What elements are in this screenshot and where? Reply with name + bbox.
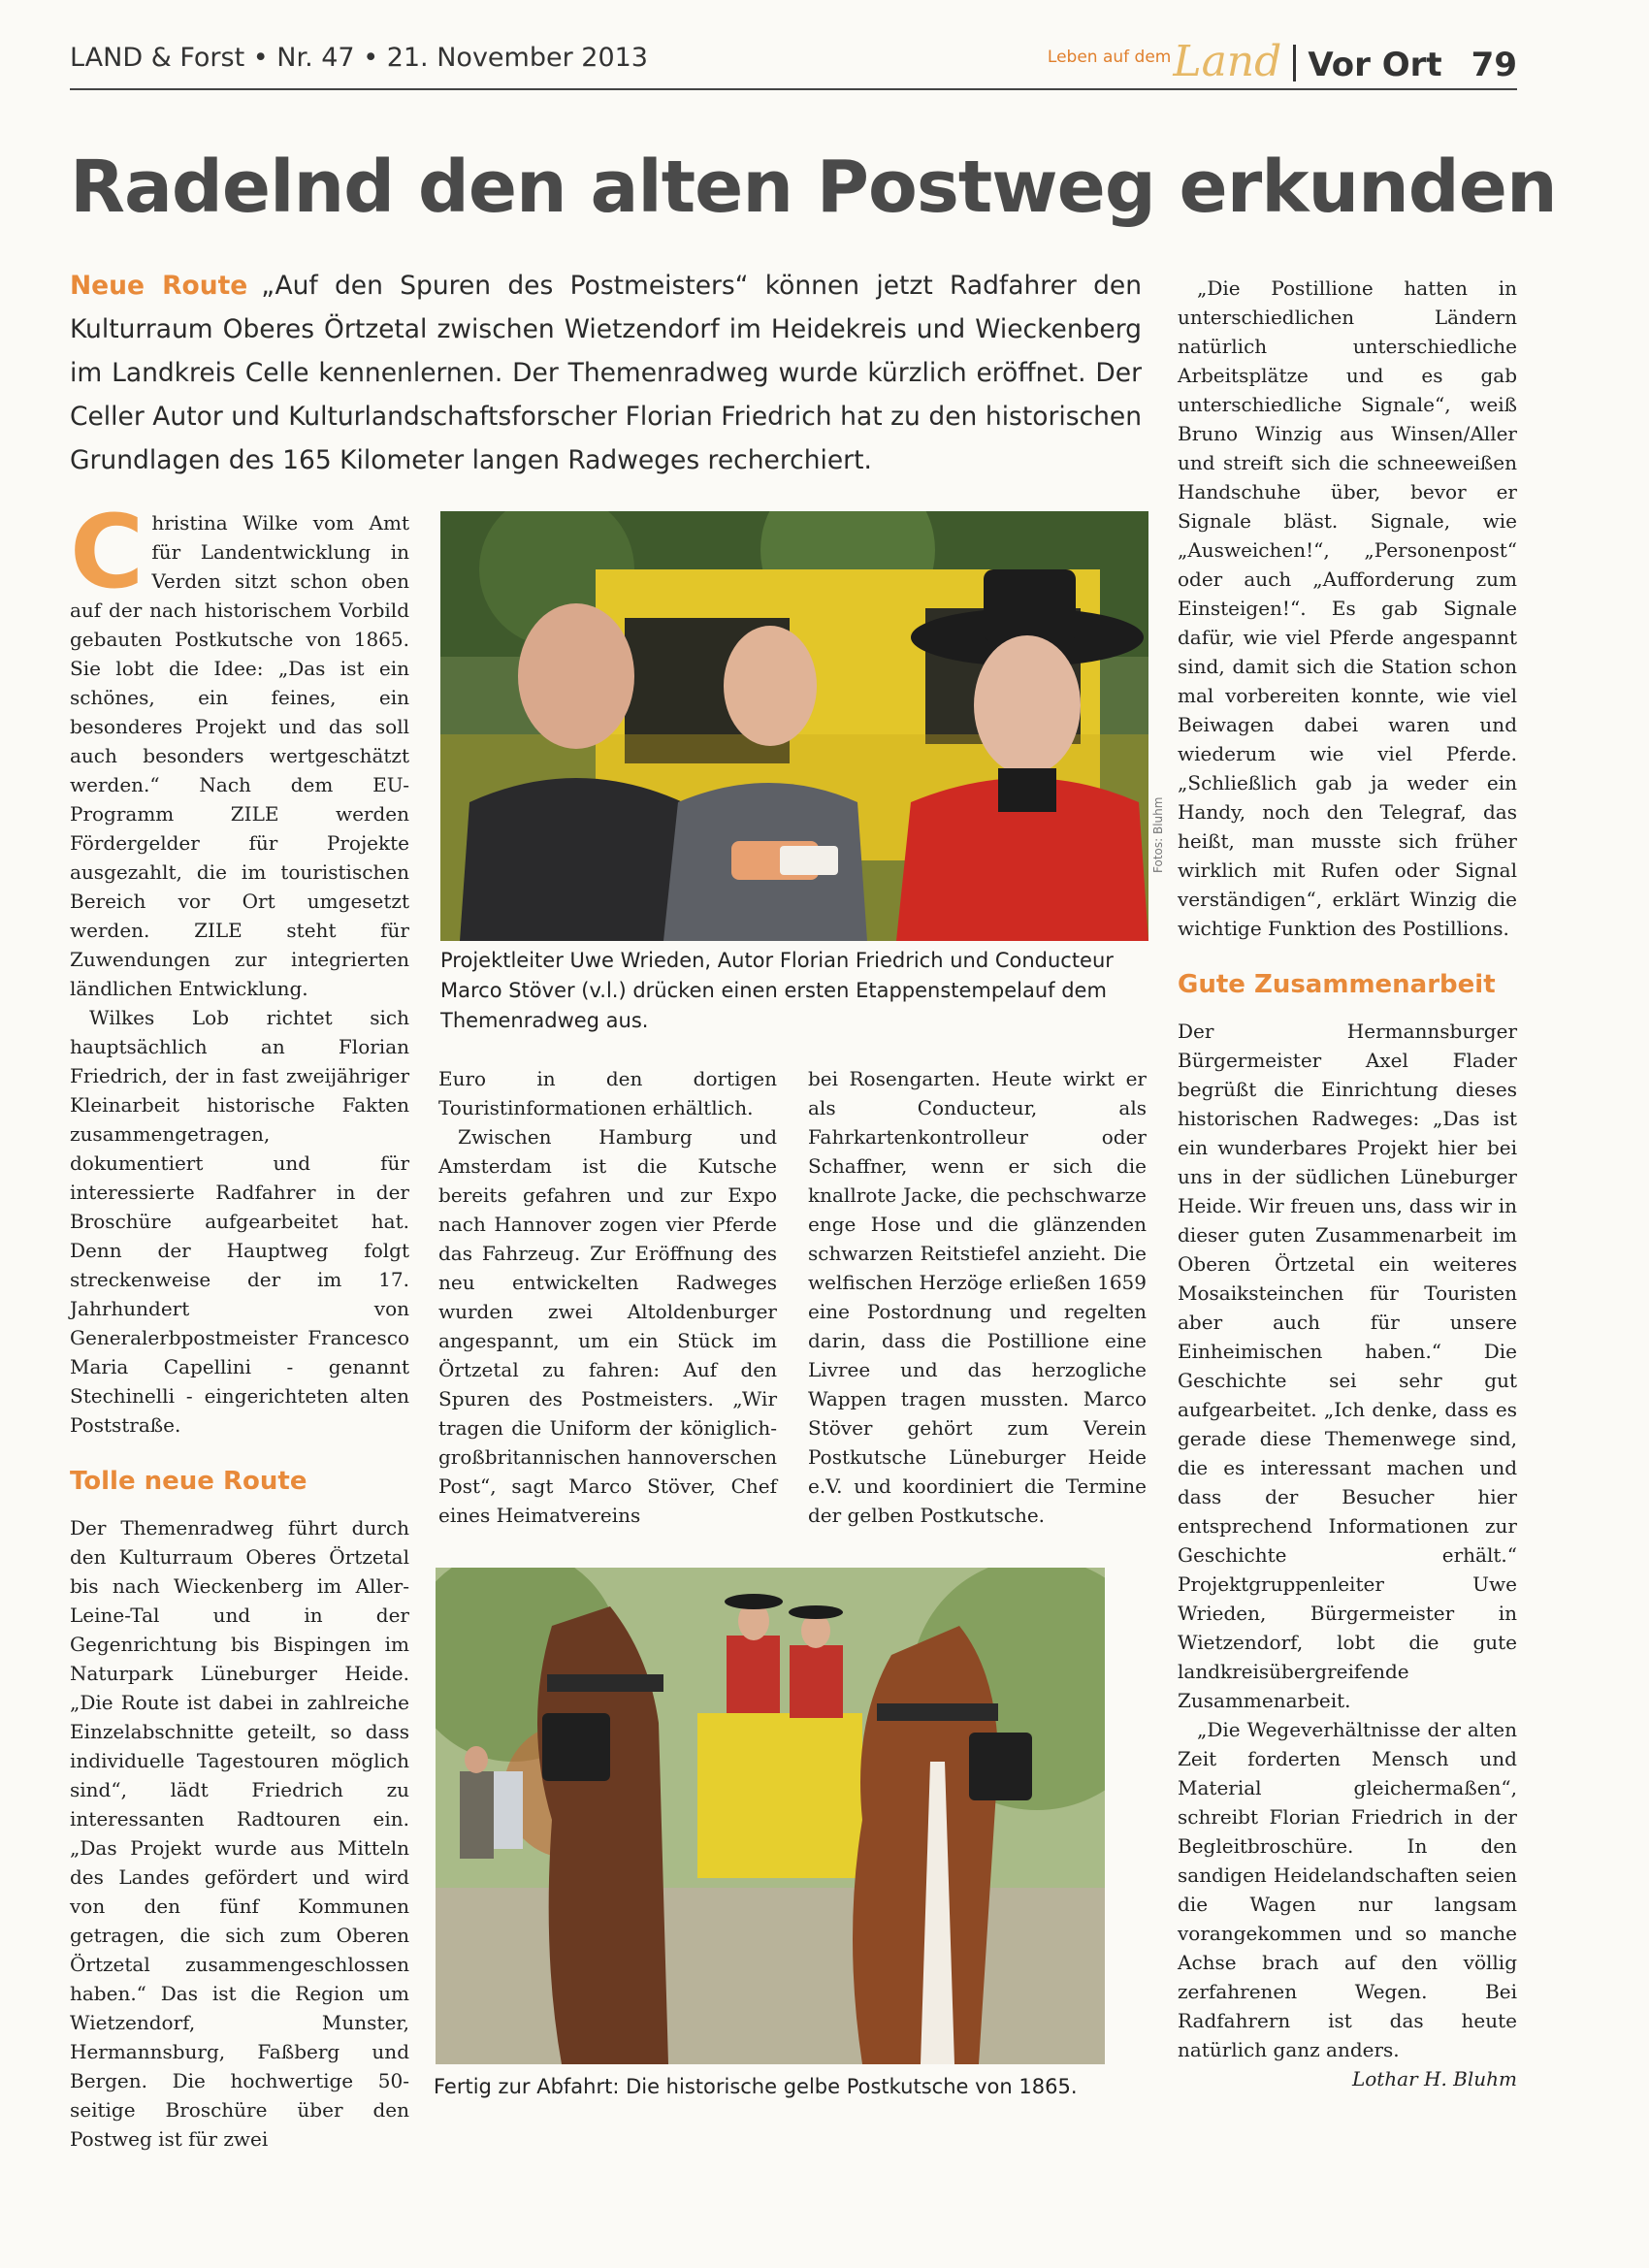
- col1-paragraph-3: Der Themenradweg führt durch den Kulturraum Oberes Örtzetal bis nach Wieckenberg im Aller-Leine-Tal und in der Gegenrichtung bis Bispingen im Naturpark Lüneburger Heide. „Die Route ist dabei in zahlreiche Einzelabschnitte geteilt, so dass individuelle Tagestouren möglich sind“, lädt Friedrich zu interessanten Radtouren ein. „Das Projekt wurde aus Mitteln des Landes gefördert und wird von den fünf Kommunen getragen, die sich zum Oberen Örtzetal zusammengeschlossen haben.“ Das ist die Region um Wietzendorf, Munster, Hermannsburg, Faßberg und Bergen. Die hochwertige 50-seitige Broschüre über den Postweg ist für zwei: [70, 1516, 409, 2151]
- col2-paragraph-1: Euro in den dortigen Touristinformationen erhältlich.: [438, 1067, 777, 1119]
- lead-text: „Auf den Spuren des Postmeisters“ können jetzt Radfahrer den Kulturraum Oberes Örtzetal zwischen Wietzendorf im Heidekreis und Wieckenberg im Landkreis Celle kennenlernen. Der Themenradweg wurde kürzlich eröffnet. Der Celler Autor und Kulturlandschaftsforscher Florian Friedrich hat zu den historischen Grundlagen des 165 Kilometer langen Radweges recherchiert.: [70, 271, 1142, 475]
- brand-script-logo: Land: [1173, 37, 1282, 86]
- column-4: [1178, 274, 1517, 2093]
- brand-small-text: Leben auf dem: [1047, 48, 1172, 67]
- column-2: [438, 1064, 777, 1530]
- column-3: [808, 1064, 1147, 1530]
- drop-cap: C: [70, 493, 145, 611]
- header-rule: [70, 88, 1517, 90]
- col2-paragraph-2: Zwischen Hamburg und Amsterdam ist die Kutsche bereits gefahren und zur Expo nach Hannover zogen vier Pferde das Fahrzeug. Zur Eröffnung des neu entwickelten Radweges wurden zwei Altoldenburger angespannt, um ein Stück im Örtzetal zu fahren: Auf den Spuren des Postmeisters. „Wir tragen die Uniform der königlich-großbritannischen hannoverschen Post“, sagt Marco Stöver, Chef eines Heimatvereins: [438, 1125, 777, 1527]
- photo1-caption: Projektleiter Uwe Wrieden, Autor Florian Friedrich und Conducteur Marco Stöver (v.l.) drücken einen ersten Etappenstempelauf dem Themenradweg aus.: [440, 949, 1114, 1032]
- photo-credit: Fotos: Bluhm: [1151, 796, 1165, 873]
- subhead-gute-zusammenarbeit: Gute Zusammenarbeit: [1178, 970, 1496, 999]
- section-name: Vor Ort: [1308, 46, 1442, 84]
- col4-paragraph-3: „Die Wegeverhältnisse der alten Zeit forderten Mensch und Material gleichermaßen“, schreibt Florian Friedrich in der Begleitbroschüre. In den sandigen Heidelandschaften seien die Wagen nur langsam vorangekommen und so manche Achse brach auf den völlig zerfahrenen Wegen. Bei Radfahrern ist das heute natürlich ganz anders.: [1178, 1718, 1517, 2061]
- page-number: 79: [1471, 46, 1517, 84]
- header-divider: [1293, 45, 1296, 81]
- lead-paragraph: [70, 264, 1142, 482]
- col1-paragraph-2: Wilkes Lob richtet sich hauptsächlich an Florian Friedrich, der in fast zweijähriger Kleinarbeit historische Fakten zusammengetragen, dokumentiert und für interessierte Radfahrer in der Broschüre aufgearbeitet hat. Denn der Hauptweg folgt streckenweise der im 17. Jahrhundert von Generalerbpostmeister Francesco Maria Capellini - genannt Stechinelli - eingerichteten alten Poststraße.: [70, 1006, 409, 1437]
- photo-three-men-with-stamp: [440, 511, 1148, 941]
- column-1: [70, 493, 409, 2154]
- col1-paragraph-1: hristina Wilke vom Amt für Landentwicklung in Verden sitzt schon oben auf der nach historischem Vorbild gebauten Postkutsche von 1865. Sie lobt die Idee: „Das ist ein schönes, ein feines, ein besonderes Projekt und das soll auch besonders wertgeschätzt werden.“ Nach dem EU-Programm ZILE werden Fördergelder für Projekte ausgezahlt, die im touristischen Bereich vor Ort umgesetzt werden. ZILE steht für Zuwendungen zur integrierten ländlichen Entwicklung.: [70, 511, 409, 1000]
- author-byline: Lothar H. Bluhm: [1351, 2067, 1517, 2090]
- subhead-tolle-neue-route: Tolle neue Route: [70, 1467, 307, 1496]
- photo2-caption: Fertig zur Abfahrt: Die historische gelbe Postkutsche von 1865.: [434, 2075, 1078, 2098]
- page-header-right: [1048, 37, 1517, 86]
- col3-paragraph-1: bei Rosengarten. Heute wirkt er als Conducteur, als Fahrkartenkontrolleur oder Schaffner, wenn er sich die knallrote Jacke, die pechschwarze enge Hose und die glänzenden schwarzen Reitstiefel anzieht. Die welfischen Herzöge erließen 1659 eine Postordnung und regelten darin, dass die Postillione eine Livree und das herzogliche Wappen tragen mussten. Marco Stöver gehört zum Verein Postkutsche Lüneburger Heide e.V. und koordiniert die Termine der gelben Postkutsche.: [808, 1067, 1147, 1527]
- publication-line: LAND & Forst • Nr. 47 • 21. November 2013: [70, 43, 648, 73]
- col4-paragraph-1: „Die Postillione hatten in unterschiedlichen Ländern natürlich unterschiedliche Arbeitsplätze und es gab unterschiedliche Signale“, weiß Bruno Winzig aus Winsen/Aller und streift sich die schneeweißen Handschuhe über, bevor er Signale bläst. Signale, wie „Ausweichen!“, „Personenpost“ oder auch „Aufforderung zum Einsteigen!“. Es gab Signale dafür, wie viel Pferde angespannt sind, damit sich die Station schon mal vorbereiten konnte, wie viel Beiwagen dabei waren und wiederum wie viel Pferde. „Schließlich gab ja weder ein Handy, noch den Telegraf, das heißt, man musste sich früher wirklich mit Rufen oder Signal verständigen“, erklärt Winzig die wichtige Funktion des Postillions.: [1178, 276, 1517, 940]
- photo-horse-carriage: [436, 1568, 1105, 2064]
- lead-kicker: Neue Route: [70, 271, 248, 301]
- col4-paragraph-2: Der Hermannsburger Bürgermeister Axel Flader begrüßt die Einrichtung dieses historischen Radweges: „Das ist ein wunderbares Projekt hier bei uns in der südlichen Lüneburger Heide. Wir freuen uns, dass wir in dieser guten Zusammenarbeit im Oberen Örtzetal ein weiteres Mosaiksteinchen für Touristen aber auch für unsere Einheimischen haben.“ Die Geschichte sei sehr gut aufgearbeitet. „Ich denke, dass es gerade diese Themenwege sind, die es interessant machen und dass der Besucher hier entsprechend Informationen zur Geschichte erhält.“ Projektgruppenleiter Uwe Wrieden, Bürgermeister in Wietzendorf, lobt die gute landkreisübergreifende Zusammenarbeit.: [1178, 1020, 1517, 1712]
- headline: Radelnd den alten Postweg erkunden: [70, 146, 1557, 229]
